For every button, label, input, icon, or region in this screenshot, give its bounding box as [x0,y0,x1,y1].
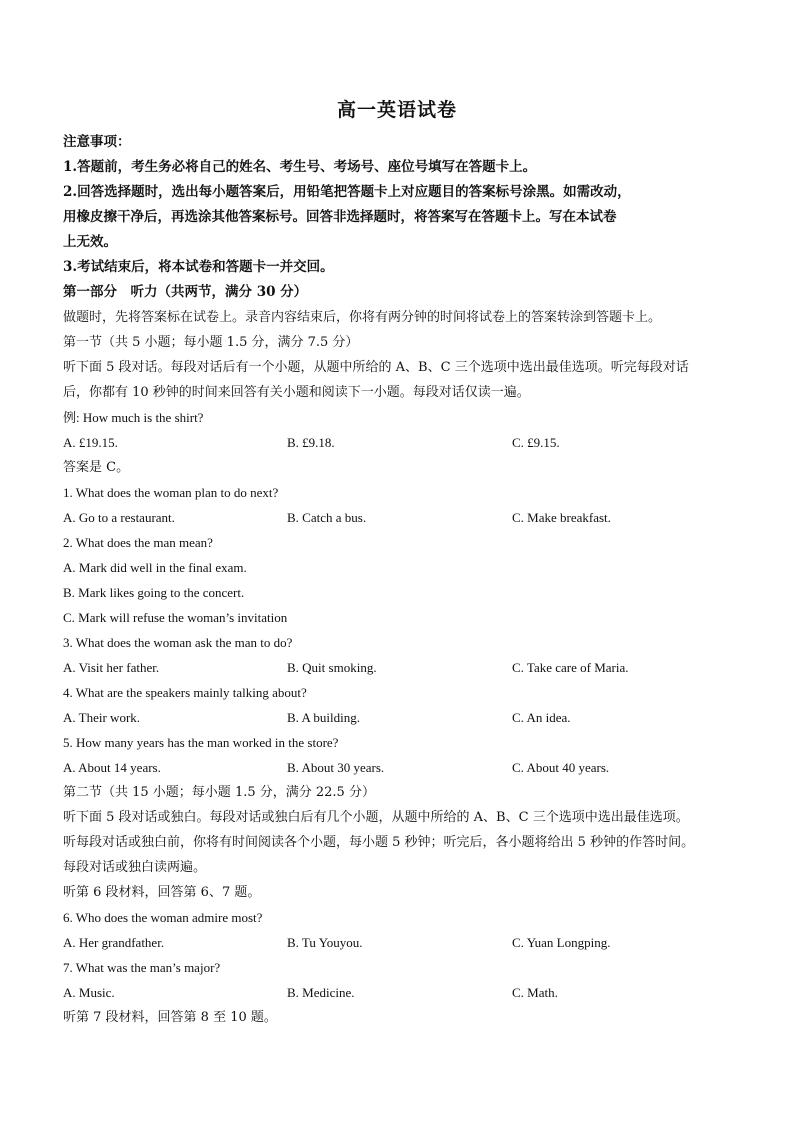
part1-instruction: 做题时，先将答案标在试卷上。录音内容结束后，你将有两分钟的时间将试卷上的答案转涂到答题卡上。 [63,310,662,325]
example-option-c: C. £9.15. [512,435,560,450]
material-6-heading: 听第 6 段材料，回答第 6、7 题。 [63,885,261,900]
section2-instruction-line-2: 听每段对话或独白前，你将有时间阅读各个小题，每小题 5 秒钟；听完后，各小题将给出 5 秒钟的作答时间。 [63,835,695,850]
question-1-option-c: C. Make breakfast. [512,510,611,525]
section2-instruction-line-3: 每段对话或独白读两遍。 [63,860,207,875]
question-5-option-b: B. About 30 years. [287,760,385,775]
note-2-line-2: 用橡皮擦干净后，再选涂其他答案标号。回答非选择题时，将答案写在答题卡上。写在本试卷 [63,209,617,225]
note-1: 1.答题前，考生务必将自己的姓名、考生号、考场号、座位号填写在答题卡上。 [63,159,537,175]
section1-heading: 第一节（共 5 小题；每小题 1.5 分，满分 7.5 分） [63,335,359,350]
question-6-option-b: B. Tu Youyou. [287,935,363,950]
question-4-option-c: C. An idea. [512,710,571,725]
question-4-option-a: A. Their work. [63,710,141,725]
question-4-option-b: B. A building. [287,710,360,725]
question-5-options [63,755,743,780]
page-title: 高一英语试卷 [336,99,457,121]
question-1-options [63,505,743,530]
question-5: 5. How many years has the man worked in the store? [63,735,339,750]
question-4: 4. What are the speakers mainly talking about? [63,685,307,700]
question-1-option-a: A. Go to a restaurant. [63,510,175,525]
example-option-a: A. £19.15. [63,435,118,450]
question-7-option-b: B. Medicine. [287,985,355,1000]
question-3-option-b: B. Quit smoking. [287,660,377,675]
part1-heading: 第一部分 听力（共两节，满分 30 分） [63,284,308,300]
question-7-option-a: A. Music. [63,985,115,1000]
notes-heading: 注意事项： [63,134,131,150]
note-2-line-1: 2.回答选择题时，选出每小题答案后，用铅笔把答题卡上对应题目的答案标号涂黑。如需改动， [63,184,631,200]
material-7-heading: 听第 7 段材料，回答第 8 至 10 题。 [63,1010,277,1025]
question-2-option-a: A. Mark did well in the final exam. [63,560,247,575]
section1-instruction-line-2: 后，你都有 10 秒钟的时间来回答有关小题和阅读下一小题。每段对话仅读一遍。 [63,385,530,400]
question-7: 7. What was the man’s major? [63,960,221,975]
question-3-option-a: A. Visit her father. [63,660,160,675]
question-3-options [63,655,743,680]
note-3: 3.考试结束后，将本试卷和答题卡一并交回。 [63,259,334,275]
question-5-option-c: C. About 40 years. [512,760,610,775]
section2-heading: 第二节（共 15 小题；每小题 1.5 分，满分 22.5 分） [63,785,375,800]
question-5-option-a: A. About 14 years. [63,760,161,775]
question-6-option-a: A. Her grandfather. [63,935,165,950]
example-options [63,430,743,455]
question-2-option-c: C. Mark will refuse the woman’s invitation [63,610,288,625]
note-2-line-3: 上无效。 [63,234,117,250]
example-question: 例: How much is the shirt? [63,410,204,425]
question-1-option-b: B. Catch a bus. [287,510,367,525]
section2-instruction-line-1: 听下面 5 段对话或独白。每段对话或独白后有几个小题，从题中所给的 A、B、C 三个选项中选出最佳选项。 [63,810,689,825]
section1-instruction-line-1: 听下面 5 段对话。每段对话后有一个小题，从题中所给的 A、B、C 三个选项中选出最佳选项。听完每段对话 [63,360,689,375]
question-7-option-c: C. Math. [512,985,558,1000]
question-6-option-c: C. Yuan Longping. [512,935,611,950]
question-2-option-b: B. Mark likes going to the concert. [63,585,245,600]
question-7-options [63,980,743,1005]
question-6-options [63,930,743,955]
question-3: 3. What does the woman ask the man to do? [63,635,293,650]
example-answer: 答案是 C。 [63,460,130,475]
question-6: 6. Who does the woman admire most? [63,910,263,925]
exam-content [63,130,743,1030]
question-4-options [63,705,743,730]
question-2: 2. What does the man mean? [63,535,213,550]
example-option-b: B. £9.18. [287,435,335,450]
question-1: 1. What does the woman plan to do next? [63,485,279,500]
question-3-option-c: C. Take care of Maria. [512,660,629,675]
